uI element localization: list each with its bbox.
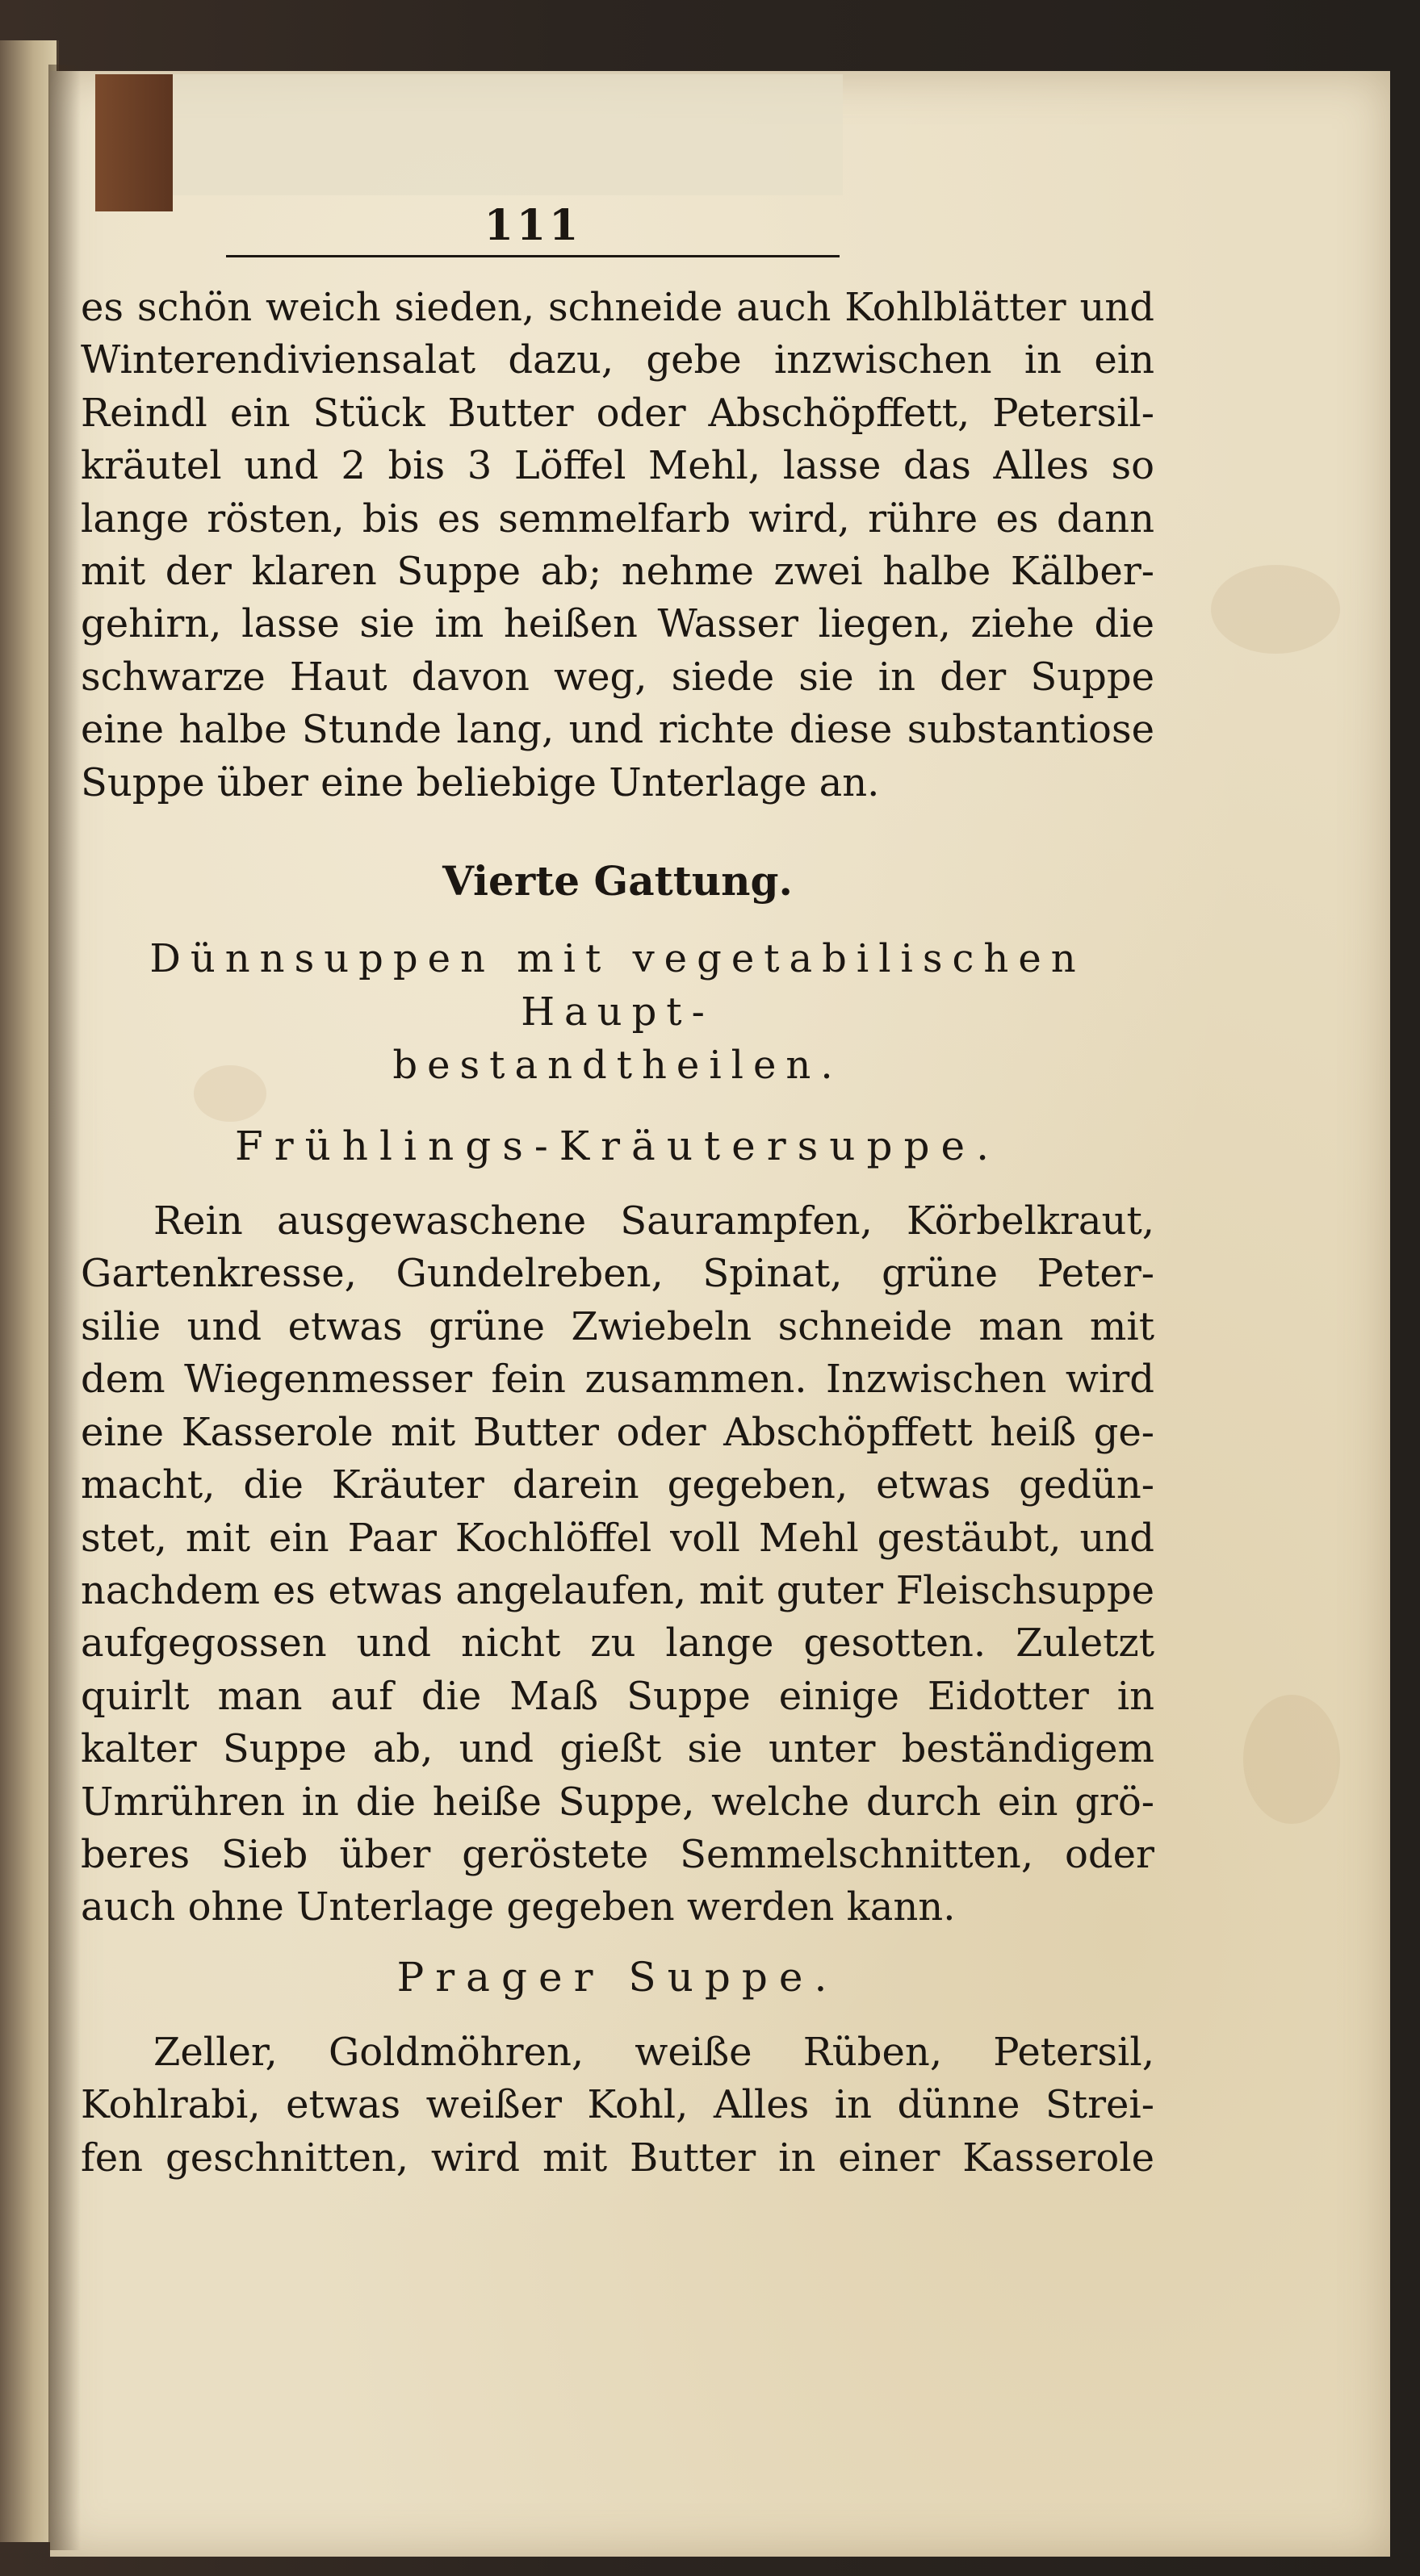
text-line: quirlt man auf die Maß Suppe einige Eidotter in (81, 1673, 1154, 1719)
section-subheading (81, 932, 1154, 1092)
text-line: dem Wiegenmesser fein zusammen. Inzwischen wird (81, 1357, 1154, 1403)
text-line: nachdem es etwas angelaufen, mit guter Fleischsuppe (81, 1567, 1154, 1613)
continuation-paragraph (81, 282, 1154, 809)
text-line: lange rösten, bis es semmelfarb wird, rühre es dann (81, 496, 1154, 542)
text-line: eine halbe Stunde lang, und richte diese substantiose (81, 707, 1154, 753)
subheading-line: bestandtheilen. (392, 1043, 843, 1089)
paper-stain (1243, 1695, 1340, 1824)
page-number: 111 (226, 202, 840, 257)
text-line: auch ohne Unterlage gegeben werden kann. (81, 1884, 956, 1930)
recipe-title-spring-herb-soup: Frühlings-Kräutersuppe. (235, 1123, 1000, 1170)
text-line: Winterendiviensalat dazu, gebe inzwischen in ein (81, 337, 1154, 383)
text-line: schwarze Haut davon weg, siede sie in der Suppe (81, 654, 1154, 700)
text-line: Kohlrabi, etwas weißer Kohl, Alles in dünne Strei- (81, 2082, 1154, 2128)
spine-shadow (48, 65, 81, 2550)
text-line: kräutel und 2 bis 3 Löffel Mehl, lasse das Alles so (81, 443, 1154, 489)
text-line: aufgegossen und nicht zu lange gesotten. Zuletzt (81, 1620, 1154, 1666)
text-line: fen geschnitten, wird mit Butter in einer Kasserole (81, 2135, 1154, 2181)
bookmark-tab (95, 74, 173, 211)
text-line: beres Sieb über geröstete Semmelschnitten, oder (81, 1831, 1154, 1877)
text-line: Umrühren in die heiße Suppe, welche durch ein grö- (81, 1779, 1154, 1825)
text-line: Reindl ein Stück Butter oder Abschöpffett, Petersil- (81, 390, 1154, 436)
text-line: Rein ausgewaschene Saurampfen, Körbelkraut, (153, 1198, 1154, 1244)
subheading-line: Dünnsuppen mit vegetabilischen Haupt- (149, 936, 1086, 1035)
text-line: Suppe über eine beliebige Unterlage an. (81, 759, 880, 805)
text-line: mit der klaren Suppe ab; nehme zwei halbe Kälber- (81, 549, 1154, 595)
text-line: eine Kasserole mit Butter oder Abschöpffett heiß ge- (81, 1409, 1154, 1455)
text-line: Gartenkresse, Gundelreben, Spinat, grüne Peter- (81, 1251, 1154, 1297)
text-line: silie und etwas grüne Zwiebeln schneide man mit (81, 1303, 1154, 1349)
recipe-paragraph-spring-herb-soup (81, 1195, 1154, 1934)
text-line: Zeller, Goldmöhren, weiße Rüben, Petersil, (153, 2029, 1154, 2075)
text-column (81, 202, 1154, 2185)
text-line: stet, mit ein Paar Kochlöffel voll Mehl gestäubt, und (81, 1515, 1154, 1561)
paper-stain (1211, 565, 1340, 654)
text-line: macht, die Kräuter darein gegeben, etwas gedün- (81, 1462, 1154, 1508)
pasted-paper-strip (173, 74, 843, 195)
recipe-paragraph-prague-soup (81, 2026, 1154, 2185)
text-line: kalter Suppe ab, und gießt sie unter beständigem (81, 1726, 1154, 1772)
recipe-title-prague-soup: Prager Suppe. (396, 1953, 839, 2001)
text-line: es schön weich sieden, schneide auch Kohlblätter und (81, 285, 1154, 330)
section-heading: Vierte Gattung. (442, 857, 793, 905)
text-line: gehirn, lasse sie im heißen Wasser liegen, ziehe die (81, 601, 1154, 647)
